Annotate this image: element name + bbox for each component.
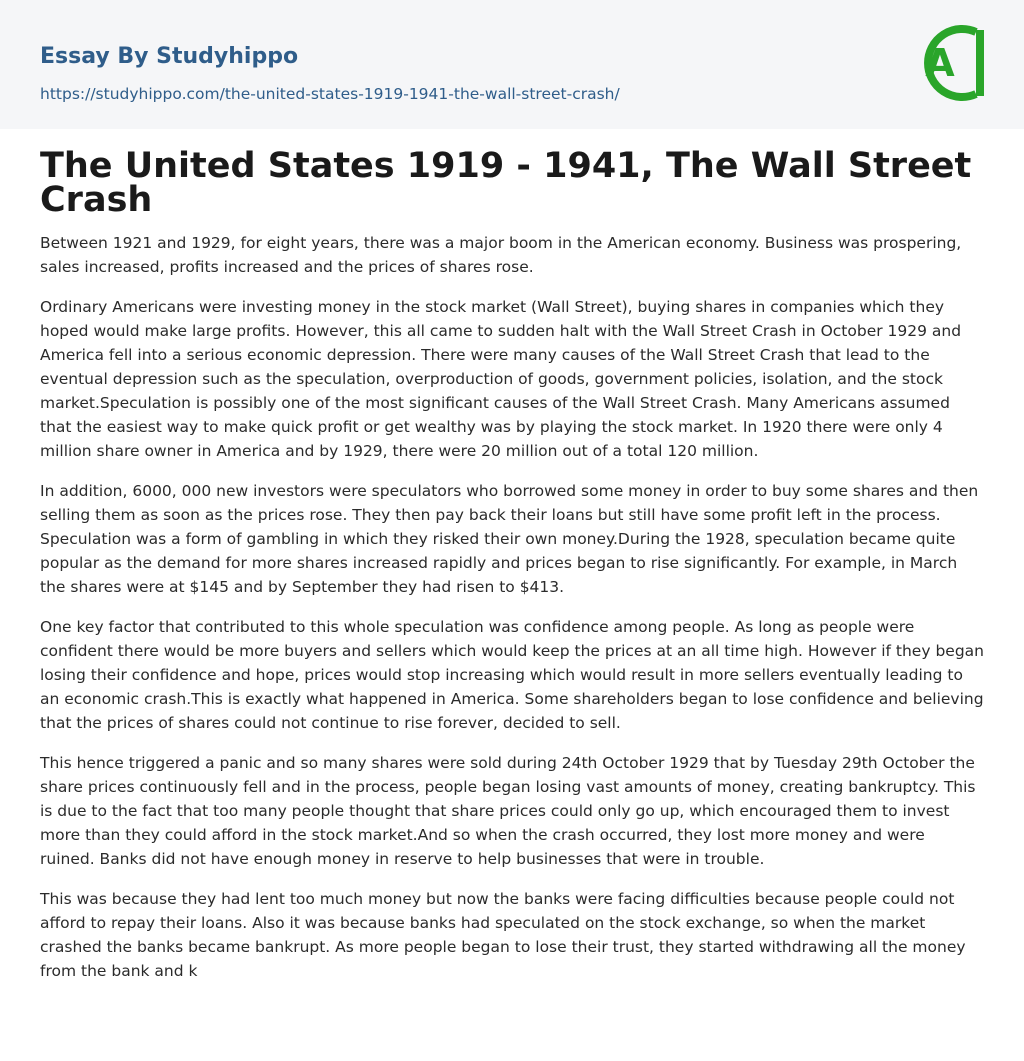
essay-content [0, 129, 1024, 983]
site-brand[interactable]: Essay By Studyhippo [40, 44, 299, 69]
site-header [0, 0, 1024, 129]
essay-paragraph: Between 1921 and 1929, for eight years, there was a major boom in the American economy. Business was prospering, sales increased, profits increased and the prices of shares rose. [40, 234, 962, 276]
essay-paragraph: This hence triggered a panic and so many shares were sold during 24th October 1929 that by Tuesday 29th October the share prices continuously fell and in the process, people began losing vast amounts of money, creating bankruptcy. This is due to the fact that too many people thought that share prices could only go up, which encouraged them to invest more than they could afford in the stock market.And so when the crash occurred, they lost more money and were ruined. Banks did not have enough money in reserve to help businesses that were in trouble. [40, 754, 976, 868]
essay-paragraph: Ordinary Americans were investing money in the stock market (Wall Street), buying shares in companies which they hoped would make large profits. However, this all came to sudden halt with the Wall Street Crash in October 1929 and America fell into a serious economic depression. There were many causes of the Wall Street Crash that lead to the eventual depression such as the speculation, overproduction of goods, government policies, isolation, and the stock market.Speculation is possibly one of the most significant causes of the Wall Street Crash. Many Americans assumed that the easiest way to make quick profit or get wealthy was by playing the stock market. In 1920 there were only 4 million share owner in America and by 1929, there were 20 million out of a total 120 million. [40, 298, 962, 460]
essay-paragraph: One key factor that contributed to this whole speculation was confidence among people. As long as people were confident there would be more buyers and sellers which would keep the prices at an all time high. However if they began losing their confidence and hope, prices would stop increasing which would result in more sellers eventually leading to an economic crash.This is exactly what happened in America. Some shareholders began to lose confidence and believing that the prices of shares could not continue to rise forever, decided to sell. [40, 618, 984, 732]
essay-url-link[interactable]: https://studyhippo.com/the-united-states-1919-1941-the-wall-street-crash/ [40, 85, 620, 103]
essay-paragraph: This was because they had lent too much money but now the banks were facing difficulties because people could not afford to repay their loans. Also it was because banks had speculated on the stock exchange, so when the market crashed the banks became bankrupt. As more people began to lose their trust, they started withdrawing all the money from the bank and k [40, 890, 966, 980]
essay-paragraph: In addition, 6000, 000 new investors were speculators who borrowed some money in order to buy some shares and then selling them as soon as the prices rose. They then pay back their loans but still have some profit left in the process. Speculation was a form of gambling in which they risked their own money.During the 1928, speculation became quite popular as the demand for more shares increased rapidly and prices began to rise significantly. For example, in March the shares were at $145 and by September they had risen to $413. [40, 482, 979, 596]
essay-title: The United States 1919 - 1941, The Wall Street Crash [40, 146, 972, 220]
studyhippo-logo-icon[interactable] [914, 20, 986, 106]
logo-letter: A [925, 41, 955, 85]
